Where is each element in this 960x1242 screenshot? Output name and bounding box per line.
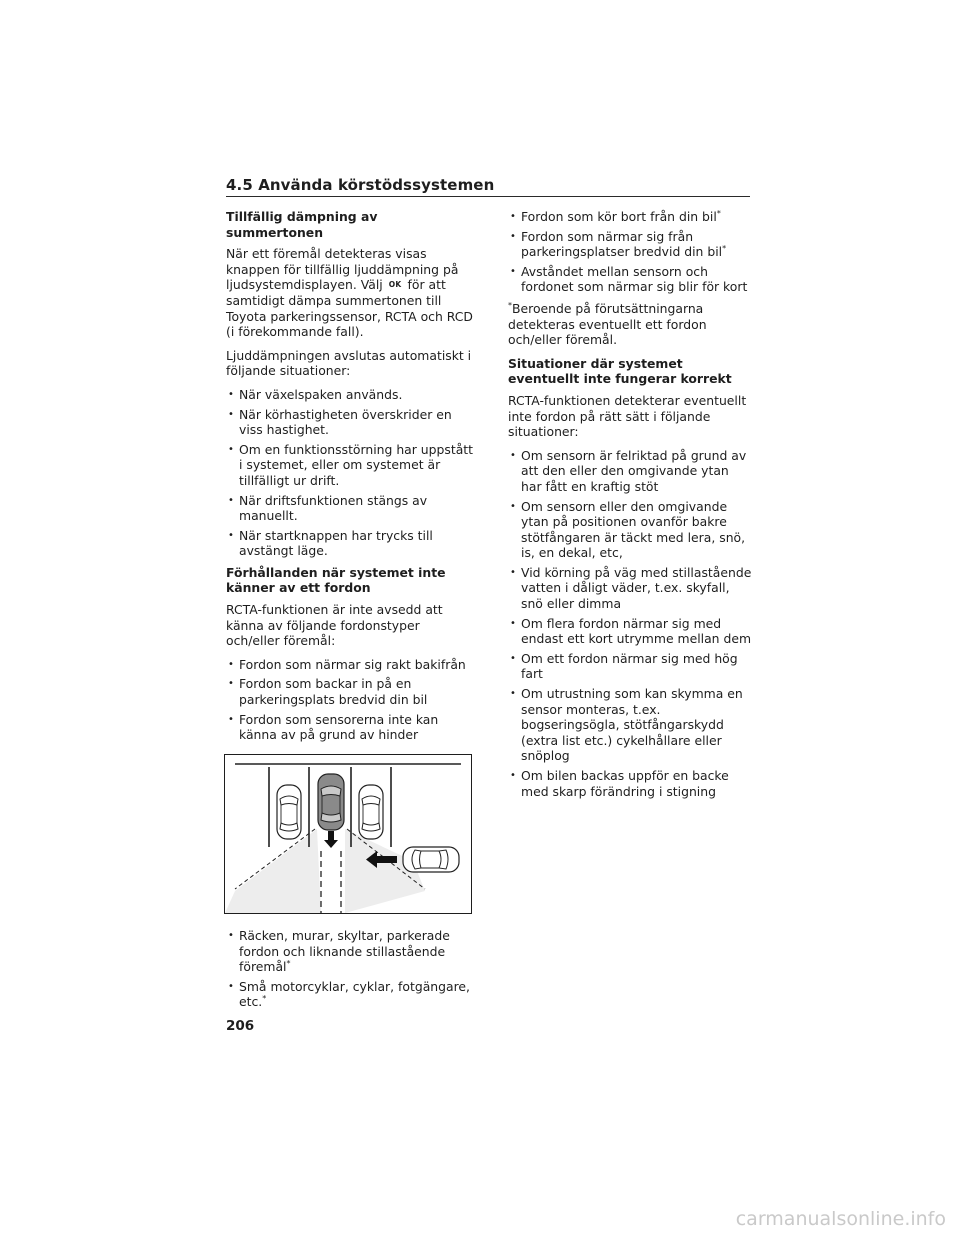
list-item: • Avståndet mellan sensorn och fordonet som närmar sig blir för kort: [508, 264, 752, 295]
section-header: 4.5 Använda körstödssystemen: [226, 176, 750, 197]
paragraph-rcta-not-intended: RCTA-funktionen är inte avsedd att känna av följande fordonstyper och/eller föremål:: [226, 602, 443, 649]
list-item: [508, 209, 752, 225]
paragraph-auto-end: Ljuddämpningen avslutas automatiskt i följande situationer:: [226, 347, 472, 379]
heading-not-detecting: Förhållanden när systemet inte känner av ett fordon: [226, 564, 446, 596]
list-item: • Om ett fordon närmar sig med hög fart: [508, 651, 752, 682]
footnote-marker: *: [286, 959, 291, 969]
paragraph-mute-text-2: för att samtidigt dämpa summertonen till Toyota parkeringssensor, RCTA och RCD (i förekommande fall).: [226, 277, 473, 340]
list-item: • Om bilen backas uppför en backe med skarp förändring i stigning: [508, 768, 752, 799]
list-undetected-vehicles: [226, 657, 476, 743]
list-item: • Om flera fordon närmar sig med endast ett kort utrymme mellan dem: [508, 616, 752, 647]
list-mute-end-situations: [226, 387, 476, 559]
heading-temporary-mute: Tillfällig dämpning av summertonen: [226, 209, 378, 240]
footnote-text: Beroende på förutsättningarna detekteras eventuellt ett fordon och/eller föremål.: [508, 300, 707, 348]
list-undetected-objects: [226, 928, 476, 1010]
right-column: [508, 209, 752, 805]
list-item: • När startknappen har trycks till avstängt läge.: [226, 528, 476, 559]
list-item: • Om utrustning som kan skymma en sensor monteras, t.ex. bogseringsögla, stötfångarskydd (extra list etc.) cykelhållare eller snöplog: [508, 686, 752, 764]
parked-car-left: [277, 785, 301, 839]
list-item: • Vid körning på väg med stillastående vatten i dåligt väder, t.ex. skyfall, snö eller dimma: [508, 565, 752, 612]
parked-car-right: [359, 785, 383, 839]
left-column-after-figure: [226, 928, 476, 1014]
paragraph-mute-button: [226, 246, 476, 340]
list-item: [508, 229, 752, 260]
list-item: • Om en funktionsstörning har uppstått i systemet, eller om systemet är tillfälligt ur drift.: [226, 442, 476, 489]
heading-malfunction-situations: Situationer där systemet eventuellt inte fungerar korrekt: [508, 355, 732, 387]
rcta-parking-illustration: [224, 754, 472, 914]
detection-zone-left: [225, 829, 321, 913]
page-number: 206: [226, 1018, 255, 1034]
list-item: [226, 979, 476, 1010]
approaching-car: [403, 847, 459, 872]
list-item: • När körhastigheten överskrider en viss hastighet.: [226, 407, 476, 438]
list-malfunction-situations: [508, 448, 752, 799]
list-undetected-vehicles-cont: [508, 209, 752, 295]
list-item-text: Fordon som närmar sig från parkeringsplatser bredvid din bil: [521, 228, 723, 260]
footnote: [508, 301, 752, 348]
list-item: • Om sensorn är felriktad på grund av att den eller den omgivande ytan har fått en kraftig stöt: [508, 448, 752, 495]
footnote-marker: *: [262, 994, 267, 1004]
list-item: • Fordon som närmar sig rakt bakifrån: [226, 657, 476, 673]
list-item: • Om sensorn eller den omgivande ytan på positionen ovanför bakre stötfångaren är täckt med lera, snö, is, en dekal, etc,: [508, 499, 752, 561]
paragraph-mute-text-1: När ett föremål detekteras visas knappen för tillfällig ljuddämpning på ljudsystemdisplayen. Välj: [226, 246, 459, 293]
list-item-text: Fordon som kör bort från din bil: [521, 209, 717, 224]
left-column: [226, 209, 476, 749]
watermark: carmanualsonline.info: [735, 1208, 946, 1230]
paragraph-rcta-may-not-detect: RCTA-funktionen detekterar eventuellt inte fordon på rätt sätt i följande situationer:: [508, 392, 747, 440]
list-item: • Fordon som sensorerna inte kan känna av på grund av hinder: [226, 712, 476, 743]
list-item: • Fordon som backar in på en parkeringsplats bredvid din bil: [226, 676, 476, 707]
ok-icon: OK: [388, 280, 402, 290]
list-item-text: Räcken, murar, skyltar, parkerade fordon och liknande stillastående föremål: [239, 928, 450, 975]
own-car: [318, 774, 344, 830]
list-item-text: Små motorcyklar, cyklar, fotgängare, etc.: [239, 978, 470, 1010]
reverse-arrow-icon: [324, 831, 338, 848]
footnote-marker: *: [722, 244, 727, 254]
list-item: [226, 928, 476, 975]
footnote-marker: *: [508, 300, 512, 310]
list-item: • När växelspaken används.: [226, 387, 476, 403]
footnote-marker: *: [716, 209, 721, 218]
list-item: • När driftsfunktionen stängs av manuellt.: [226, 493, 476, 524]
